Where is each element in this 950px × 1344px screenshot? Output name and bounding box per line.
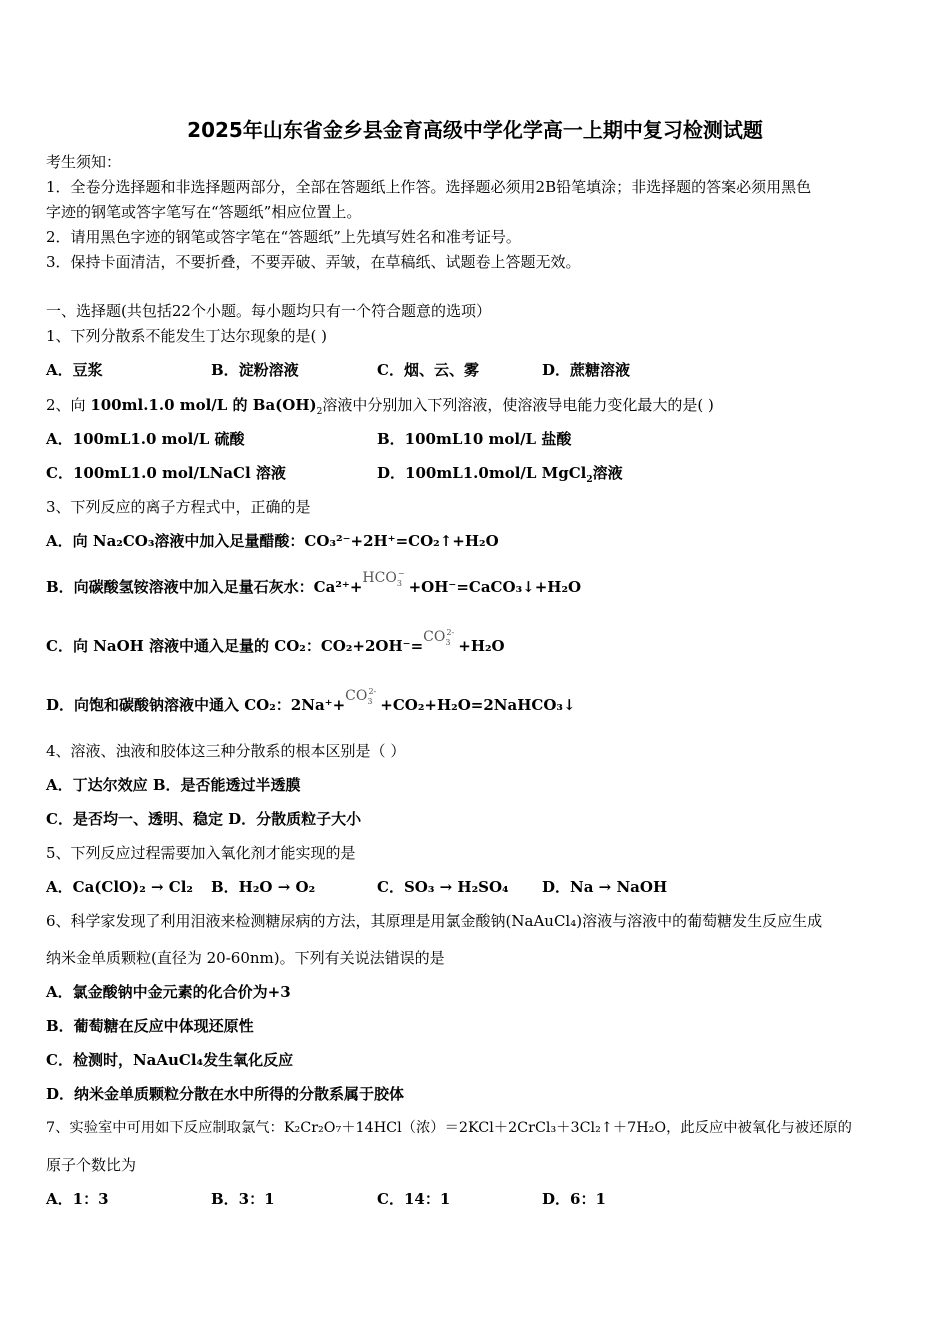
- q2-stem: 2、向 100ml.1.0 mol/L 的 $Ba(OH)_2$溶液中分别加入下列溶液，使溶液导电能力变化最大的是( ): [46, 396, 714, 417]
- q7-option-a: A．1：3: [46, 1190, 109, 1208]
- q1-option-b: B．淀粉溶液: [211, 361, 299, 379]
- q2-option-b: B．100mL10 mol/L 盐酸: [377, 430, 572, 448]
- q7-option-d: D．6：1: [542, 1190, 606, 1208]
- q2-option-d: D．100mL1.0mol/L MgCl$_2$溶液: [377, 464, 623, 485]
- q5-option-c: C．SO₃ → H₂SO₄: [377, 878, 509, 896]
- q6-option-c: C．检测时，NaAuCl₄发生氧化反应: [46, 1051, 294, 1069]
- page-title: 2025年山东省金乡县金育高级中学化学高一上期中复习检测试题: [187, 118, 763, 142]
- q3-option-d: D．向饱和碳酸钠溶液中通入 CO₂：$2Na^++CO_3^{2-}+CO_2+H_2O=2NaHCO_3↓$: [46, 687, 576, 714]
- q1-option-c: C．烟、云、雾: [377, 361, 479, 379]
- q3-stem: 3、下列反应的离子方程式中，正确的是: [46, 498, 311, 516]
- notice-line-2: 2．请用黑色字迹的钢笔或答字笔在“答题纸”上先填写姓名和准考证号。: [46, 228, 521, 246]
- notice-line-1: 1．全卷分选择题和非选择题两部分，全部在答题纸上作答。选择题必须用2B铅笔填涂；非选择题的答案必须用黑色: [46, 178, 812, 196]
- q3-option-a: A．向 Na₂CO₃溶液中加入足量醋酸：CO₃²⁻+2H⁺=CO₂↑+H₂O: [46, 532, 499, 550]
- q6-stem-1: 6、科学家发现了利用泪液来检测糖尿病的方法，其原理是用氯金酸钠(NaAuCl₄)溶液与溶液中的葡萄糖发生反应生成: [46, 912, 823, 930]
- q6-option-b: B．葡萄糖在反应中体现还原性: [46, 1017, 254, 1035]
- q7-option-c: C．14：1: [377, 1190, 451, 1208]
- q3-option-c: C．向 NaOH 溶液中通入足量的 CO₂：$CO_2+2OH^-=CO_3^{2-}+H_2O$: [46, 628, 505, 655]
- q7-stem-1: 7、实验室中可用如下反应制取氯气：K₂Cr₂O₇＋14HCl（浓）＝2KCl＋2CrCl₃＋3Cl₂↑＋7H₂O，此反应中被氧化与被还原的: [46, 1120, 852, 1136]
- co3-ion-d: $CO_3^{2-}$: [345, 687, 377, 706]
- hco3-ion: $HCO_3^-$: [362, 569, 405, 588]
- q7-stem-2: 原子个数比为: [46, 1156, 137, 1174]
- notice-heading: 考生须知：: [46, 153, 122, 171]
- q2-option-c: C．100mL1.0 mol/LNaCl 溶液: [46, 464, 286, 482]
- q5-stem: 5、下列反应过程需要加入氧化剂才能实现的是: [46, 844, 356, 862]
- q2-option-a: A．100mL1.0 mol/L 硫酸: [46, 430, 245, 448]
- q4-stem: 4、溶液、浊液和胶体这三种分散系的根本区别是（ ）: [46, 742, 406, 760]
- notice-line-1b: 字迹的钢笔或答字笔写在“答题纸”相应位置上。: [46, 203, 362, 221]
- q4-options-cd: C．是否均一、透明、稳定 D．分散质粒子大小: [46, 810, 362, 828]
- notice-line-3: 3．保持卡面清洁，不要折叠，不要弄破、弄皱，在草稿纸、试题卷上答题无效。: [46, 253, 581, 271]
- q5-option-d: D．Na → NaOH: [542, 878, 668, 896]
- q7-option-b: B．3：1: [211, 1190, 275, 1208]
- q6-option-a: A．氯金酸钠中金元素的化合价为+3: [46, 983, 291, 1001]
- q5-option-b: B．H₂O → O₂: [211, 878, 316, 896]
- q6-option-d: D．纳米金单质颗粒分散在水中所得的分散系属于胶体: [46, 1085, 405, 1103]
- q3-option-b: B．向碳酸氢铵溶液中加入足量石灰水：$Ca^{2+}+HCO_3^-+OH^-=CaCO_3↓+H_2O$: [46, 569, 582, 596]
- co3-ion-c: $CO_3^{2-}$: [423, 628, 455, 647]
- q4-options-ab: A．丁达尔效应 B．是否能透过半透膜: [46, 776, 301, 794]
- q6-stem-2: 纳米金单质颗粒(直径为 20-60nm)。下列有关说法错误的是: [46, 949, 445, 967]
- q5-option-a: A．Ca(ClO)₂ → Cl₂: [46, 878, 193, 896]
- q1-option-d: D．蔗糖溶液: [542, 361, 631, 379]
- q1-stem: 1、下列分散系不能发生丁达尔现象的是( ): [46, 327, 328, 345]
- q1-option-a: A．豆浆: [46, 361, 103, 379]
- section-heading: 一、选择题(共包括22个小题。每小题均只有一个符合题意的选项）: [46, 302, 491, 320]
